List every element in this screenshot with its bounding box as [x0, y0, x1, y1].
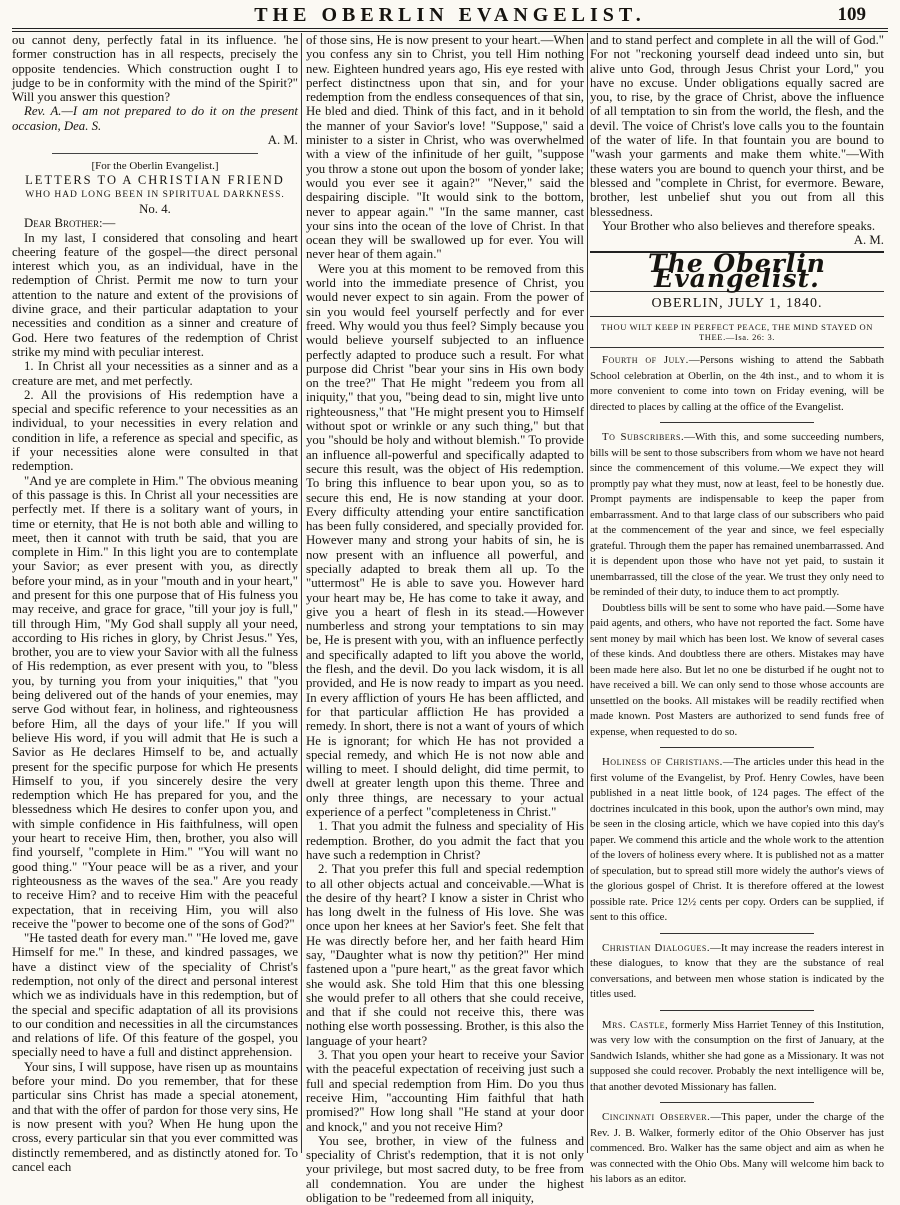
- column-1: [12, 33, 298, 1174]
- column-3: [590, 33, 884, 1186]
- notice-body: —Persons wishing to attend the Sabbath School celebration at Oberlin, on the 4th inst., and to whom it is more convenient to come into town on Friday evening, will be directed to places by calling at the office of the Evangelist.: [590, 354, 884, 413]
- divider: [660, 933, 814, 934]
- paragraph: "And ye are complete in Him." The obvious meaning of this passage is this. In Christ all your necessities are perfectly met. If there is a solitary want of yours, in time or eternity, that He is not both able and willing to meet, then it cannot with truth be said, that you are complete in Him." In this light you are to contemplate your Savior; as ever present with you, as directly before your mind, as in your "mouth and in your heart," and present for this one purpose that of His fulness you may receive, and grace for grace, "till your joy is full," till through Him, "My God shall supply all your need, according to His riches in glory, by Christ Jesus." Yes, brother, you are to view your Savior with all the fulness of His redemption, as ever present with you, to "bless you, by turning you from your iniquities," that "you being delivered out of the hands of your enemies, may serve God without fear, in holiness, and righteousness before Him, all the days of your life." If you will believe His word, if you will admit that He is such a Savior as He declares Himself to be, and actually present for the specific purpose for which He presents Himself to you, if you sincerely desire the very redemption which He has prepared for you, and the blessedness which He desires to confer upon you, and with simple confidence in His faithfulness, will open your heart to receive Him, then, brother, you also will find yourself, "complete in Him." "You will want no good thing." "Your peace will be as a river, and your righteousness as the waves of the sea." Are you ready to receive Him? and to receive Him with the peaceful expectation, that in receiving Him, you will also receive the "power to become one of the sons of God?": [12, 473, 298, 931]
- notice-body: —It may increase the readers interest in these dialogues, to know that they are the substance of real conversations, and between men whose station is indicated by the titles used.: [590, 941, 884, 1001]
- reverend-reply: Rev. A.—I am not prepared to do it on the present occasion, Dea. S.: [12, 104, 298, 133]
- notice-dialogues: [590, 941, 884, 1003]
- signature: A. M.: [267, 133, 298, 148]
- notice-mrs-castle: [590, 1018, 884, 1096]
- dateline: OBERLIN, JULY 1, 1840.: [651, 296, 823, 312]
- divider: [590, 316, 884, 317]
- paragraph: and to stand perfect and complete in all the will of God." For not "reckoning yourself dead indeed unto sin, but alive unto God, through Jesus Christ your Lord," you have no excuse. Under obligations equally sacred are you, to rise, by the grace of Christ, above the influence of all temptation to sin from the world, the flesh, and the devil. The voice of Christ's love calls you to the fountain of the water of life. In that fountain you are bound to "wash your garments and make them white."—With these waters you are bound to quench your thirst, and be blessed and "complete in Christ, for evermore. Beware, brother, lest unbelief shut you out from all this blessedness.: [590, 33, 884, 219]
- notice-heading: Cincinnati Observer.: [602, 1111, 711, 1124]
- paragraph: In my last, I considered that consoling and heart cheering feature of the gospel—the direct personal interest which you, as an individual, have in the redemption of Christ. Permit me now to turn your attention to the nature and extent of the provisions of divine grace, and their particular adaptation to your necessities and condition as a sinner and creature of God. Here two features of the redemption of Christ strike my mind with peculiar interest.: [12, 230, 298, 359]
- notice-bills: Doubtless bills will be sent to some who have paid.—Some have paid agents, and others, who have not reported the fact. Some have sent money by mail which has been lost. We know of several cases of these kinds. And doubtless there are others. Mistakes may have been made here also. But let no one be disturbed if he ought not to have received a bill. We can only send to those whose accounts are unsettled on the books. All mistakes will be readily rectified when made known. Post Masters are authorized to send funds free of expense, when requested to do so.: [590, 601, 884, 738]
- divider: [52, 153, 258, 154]
- signature: A. M.: [853, 233, 884, 248]
- notice-body: —This paper, under the charge of the Rev. J. B. Walker, formerly editor of the Ohio Observer has just commenced. Bro. Walker has the same object and aim as when he was connected with the Ohio Obs. Many will welcome him back to his labors as an editor.: [590, 1111, 884, 1186]
- divider: [660, 1102, 814, 1103]
- notice-cincinnati: [590, 1110, 884, 1188]
- motto: THOU WILT KEEP IN PERFECT PEACE, THE MIND STAYED ON THEE.—Isa. 26: 3.: [600, 322, 874, 343]
- notice-body: —With this, and some succeeding numbers, bills will be sent to those subscribers from whom we have not heard since the commencement of this volume.—We expect they will promptly pay what they must, now at least, feel to be honestly due. Prompt payments are indispensable to keep the paper from embarrassment. And to that large class of our subscribers who paid at the commencement of the year and since, we feel especially grateful. Through them the paper has remained unembarrassed. And it is dependent upon those who have not yet paid, to sustain it unembarrassed, till the close of the year. We trust they only need to be reminded of their duty, to induce them to act promptly.: [590, 431, 884, 599]
- paper-title: The Oberlin Evangelist.: [648, 249, 826, 293]
- notice-heading: To Subscribers.: [602, 431, 685, 444]
- paragraph: 2. All the provisions of His redemption have a special and specific reference to your necessities as an individual, to your necessities in every relation and condition in life, a reference as special and specific, as if your necessities alone were consulted in that redemption.: [12, 387, 298, 474]
- divider: [660, 747, 814, 748]
- paragraph: Your Brother who also believes and therefore speaks.: [602, 218, 876, 233]
- paragraph: 1. In Christ all your necessities as a sinner and as a creature are met, and met perfectly.: [12, 359, 298, 388]
- notice-heading: Christian Dialogues.: [602, 941, 711, 954]
- article-subtitle: WHO HAD LONG BEEN IN SPIRITUAL DARKNESS.: [25, 189, 285, 200]
- article-number: No. 4.: [139, 201, 171, 216]
- paragraph: "He tasted death for every man." "He loved me, gave Himself for me." In these, and kindred passages, we have a distinct view of the speciality of Christ's redemption, not only of the direct and personal interest which we as individuals have in this redemption, but of the special and specific adaptation of all its provisions to our condition and necessities in all the circumstances and relations of life. Of this feature of the gospel, you specially need to have a full and distinct apprehension.: [12, 931, 298, 1060]
- notice-heading: Holiness of Christians.: [602, 756, 723, 769]
- article-title: LETTERS TO A CHRISTIAN FRIEND: [25, 173, 285, 188]
- divider: [590, 347, 884, 348]
- paragraph: 3. That you open your heart to receive your Savior with the peaceful expectation of receiving just such a full and special redemption from Him. Do you thus receive Him, "accounting Him faithful that hath promised?" How long shall "He stand at your door and knock," and you not receive Him?: [306, 1048, 584, 1134]
- column-divider: [587, 33, 588, 1153]
- paragraph: 1. That you admit the fulness and speciality of His redemption. Brother, do you admit the fact that you have such a redemption in Christ?: [306, 819, 584, 862]
- divider: [660, 422, 814, 423]
- signature-line: [12, 133, 298, 147]
- column-divider: [301, 33, 302, 1153]
- salutation: Dear Brother:—: [24, 216, 116, 231]
- paragraph: Your sins, I will suppose, have risen up as mountains before your mind. Do you remember, that for these particular sins Christ has made a special atonement, and that with the offer of pardon for those very sins, He is now present with you? When He hung upon the cross, every particular sin that you ever committed was distinctly remembered, and as distinctly atoned for. To cancel each: [12, 1059, 298, 1174]
- notice-body: —The articles under this head in the first volume of the Evangelist, by Prof. Henry Cowles, have been published in a neat little book, of 124 pages. The effect of the doctrines inculcated in this book, upon the author's own mind, may be seen in the closing article, which we have copied into this day's paper. We commend this article and the whole work to the attention of the lovers of holiness every where. It is published not as a matter of speculation, but to spread still more widely the author's views of the glorious gospel of Christ. It is therefore offered at the lowest possible rate. Price 12½ cents per copy. Orders can be supplied, if sent to this office.: [590, 756, 884, 924]
- paragraph: of those sins, He is now present to your heart.—When you confess any sin to Christ, you tell Him nothing new. Eighteen hundred years ago, His eye rested with perfect distinctness upon that sin, and for your redemption from the endless consequences of that sin, He bled and died. Think of this fact, and in it behold the manner of your Savior's love! "Suppose," said a minister to a sister in Christ, who was overwhelmed with a view of the infinitude of her guilt, "suppose you throw a stone out upon the bosom of yonder lake; would you ever see it again?" "Never," said the despairing disciple. "It would sink to the bottom, never to appear again." "In the same manner, cast your sins into the ocean of the love of Christ. In that ocean they will be swallowed up for ever. You will never hear of them again.": [306, 33, 584, 262]
- paragraph: You see, brother, in view of the fulness and speciality of Christ's redemption, that it is not only your privilege, but most sacred duty, to be free from all condemnation. You are under the highest obligation to be "redeemed from all iniquity,: [306, 1133, 584, 1205]
- masthead-title: THE OBERLIN EVANGELIST.: [254, 4, 646, 26]
- paragraph: [12, 104, 298, 133]
- notice-body: formerly Miss Harriet Tenney of this Institution, was very low with the consumption on the first of January, at the Sandwich Islands, whither she had gone as a Missionary. It was not supposed she could recover. Probably the next intelligence will be, that another devoted Missionary has fallen.: [590, 1018, 884, 1093]
- signature-line: [590, 233, 884, 247]
- attribution-line: [For the Oberlin Evangelist.]: [91, 160, 219, 173]
- paragraph: ou cannot deny, perfectly fatal in its influence. 'he former construction has in all respects, precisely the opposite tendencies. Which construction ought I to judge to be in conformity with the mind of the Spirit?" Will you answer this question?: [12, 33, 298, 105]
- paragraph: 2. That you prefer this full and special redemption to all other objects actual and conceivable.—What is the desire of thy heart? I know a sister in Christ who has long dwelt in the fulness of His love. She was once upon her knees at her Savior's feet. She felt that He was directly before her, and her faith heard Him say, "Daughter what is now thy petition?" Her mind fastened upon a "pure heart," as the great favor which she would ask. She told Him that this one blessing she would prefer to all others that she could receive, and that if she could not receive this, there was nothing else worth possessing. Brother, is this also the language of your heart?: [306, 862, 584, 1048]
- notice-fourth-of-july: [590, 353, 884, 415]
- notice-heading: Mrs. Castle,: [602, 1018, 669, 1031]
- notice-holiness: [590, 755, 884, 926]
- masthead: [0, 2, 900, 28]
- column-2: [306, 33, 584, 1205]
- page-number: 109: [837, 4, 866, 25]
- notice-heading: Fourth of July.: [602, 354, 689, 367]
- notice-subscribers: [590, 430, 884, 601]
- paragraph: Were you at this moment to be removed from this world into the immediate presence of Christ, you would never expect to sin again. From the power of sin you would feel yourself perfectly and for ever freed. Why would you thus feel? Simply because you would believe yourself subjected to an influence perfectly adapted to produce such a result. For what purpose did Christ "bear your sins in His own body on the tree?" That He might "redeem you from all iniquity," that you, "being dead to sin, might live unto righteousness," that "He might present you to Himself without spot or wrinkle or any such thing," but that you "should be holy and without blemish." To provide an influence all-powerful and specifically adapted to secure this result, was the object of His redemption. To bring this influence to bear upon you, so as to secure this end, He is now standing at your door. Every difficulty attending your entire sanctification has been fully considered, and specially provided for. However many and strong your habits of sin, he is now present with an influence all powerful, and specially adapted to break them all up. To the "uttermost" He is able to save you. However hard your heart may be, He has come to take it away, and give you a heart of flesh in its stead.—However numberless and strong your temptations to sin may be, He is present with you, with an influence perfectly and specifically adapted to lift you above the world, the flesh, and the devil. Do you lack wisdom, it is all provided, and He is now ready to impart as you need. In every affliction of yours He has been afflicted, and for that particular affliction He has provided a remedy. In short, there is not a want of yours of which He is ignorant; for which He has not provided a special remedy, and which He is not now able and willing to meet. I should delight, did time permit, to dwell at greater length upon this theme. Three and only three things, are necessary to your actual experience of a perfect "completeness in Christ.": [306, 261, 584, 820]
- divider: [660, 1010, 814, 1011]
- masthead-rule: [12, 28, 888, 32]
